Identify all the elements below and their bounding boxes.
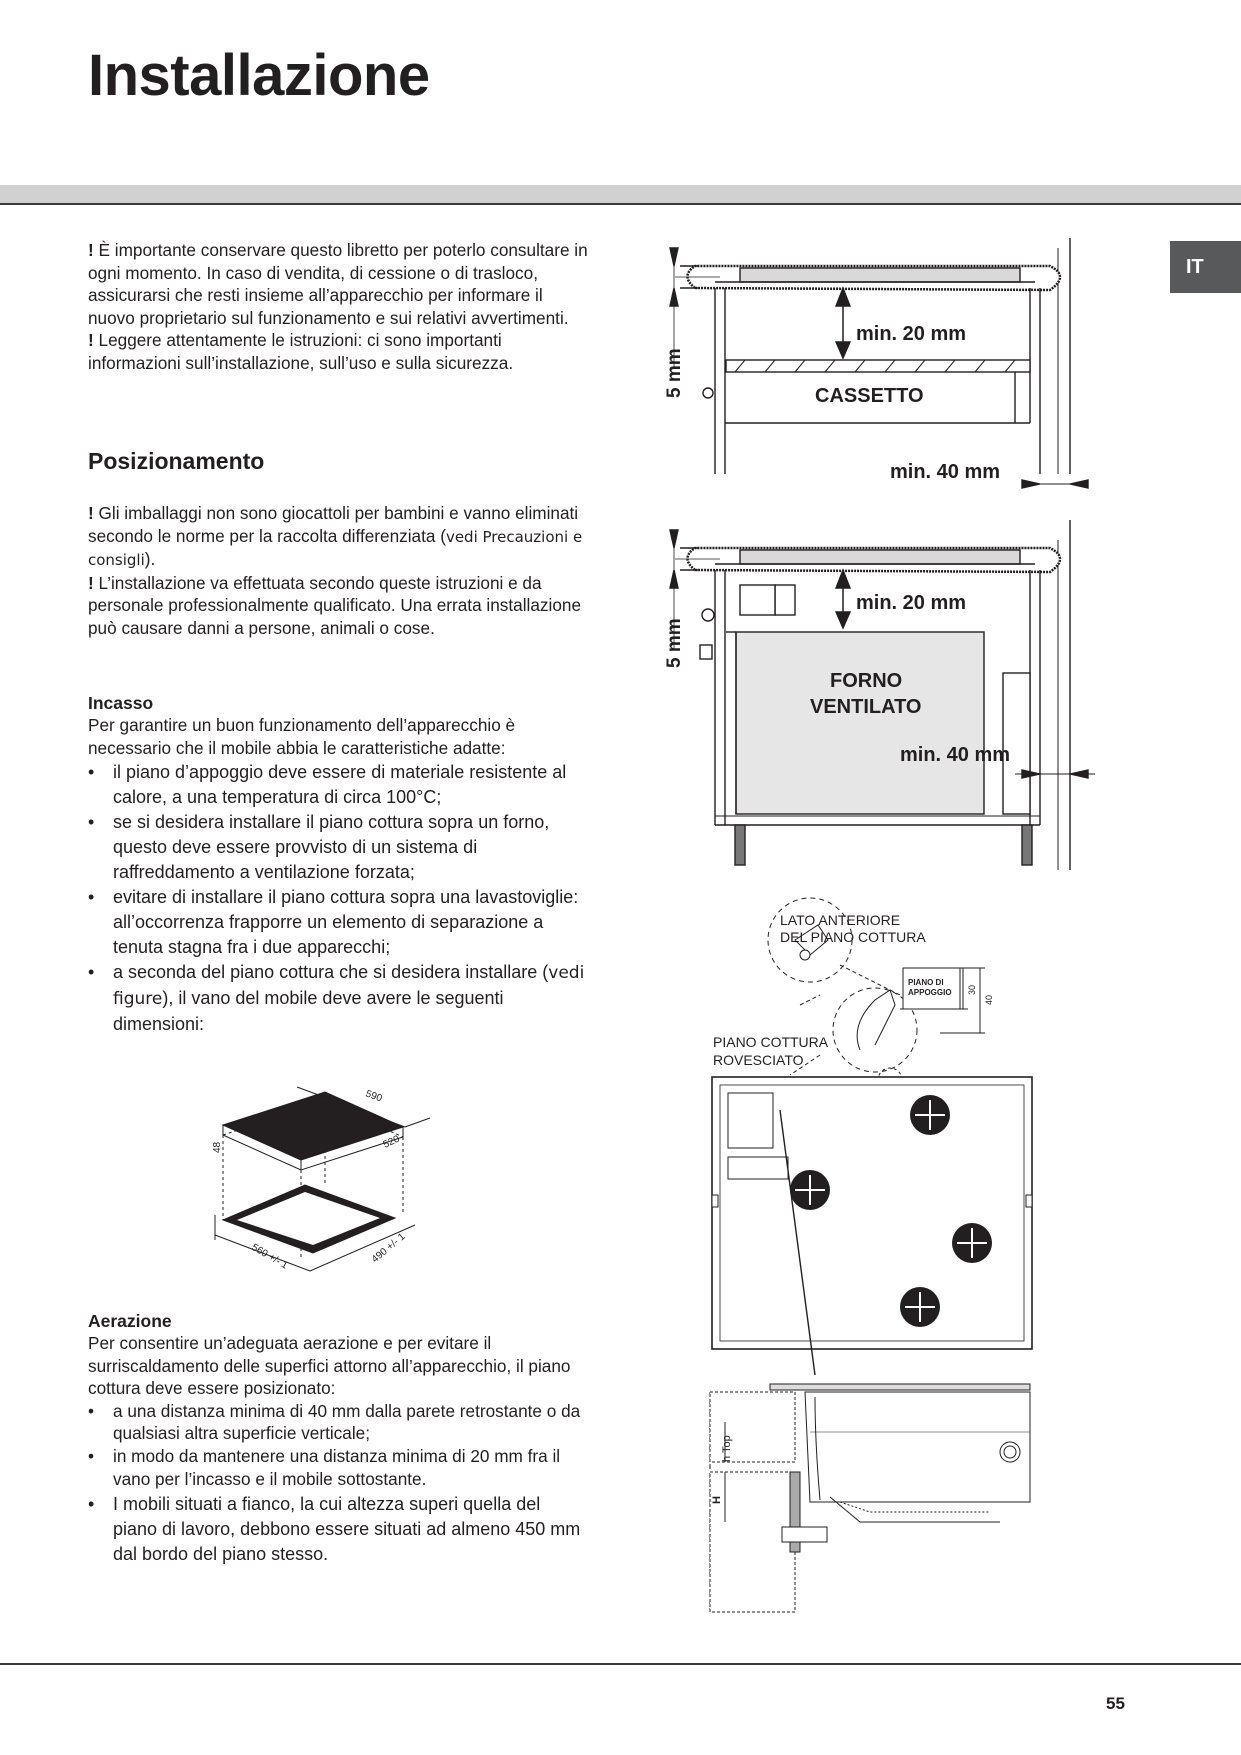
precautions-reference: vedi Precauzioni e consigli <box>88 527 583 570</box>
dim-cut-depth-label: 490 +/- 1 <box>369 1231 408 1266</box>
aerazione-list <box>88 1400 588 1490</box>
hob-underside-diagram <box>700 895 1070 1365</box>
h-label: H <box>711 1496 723 1504</box>
page-title: Installazione <box>88 43 430 108</box>
oven-label-line2: VENTILATO <box>810 696 922 718</box>
aerazione-list-2 <box>88 1492 588 1567</box>
intro-paragraph-2 <box>88 329 588 374</box>
footer-rule <box>0 1663 1241 1665</box>
incasso-list <box>88 760 588 1037</box>
drawer-top-gap-label: min. 20 mm <box>856 323 967 345</box>
oven-label-line1: FORNO <box>830 670 903 692</box>
oven-side-gap-label: 5 mm <box>664 618 685 668</box>
front-side-label-line2: DEL PIANO COTTURA <box>780 929 926 945</box>
drawer-label: CASSETTO <box>815 385 924 407</box>
warning-mark: ! <box>88 240 94 260</box>
drawer-side-gap-label: 5 mm <box>664 348 685 398</box>
list-item-text: a seconda del piano cottura che si desidera installare ( <box>113 962 549 983</box>
list-item: • il piano d’appoggio deve essere di materiale resistente al calore, a una temperatura di circa 100°C; <box>88 760 588 810</box>
bracket-dim-30: 30 <box>967 984 977 995</box>
list-item: • evitare di installare il piano cottura sopra una lavastoviglie: all’occorrenza frapporre un elemento di separazione a tenuta stagna fra i due apparecchi; <box>88 885 588 960</box>
worktop-section-diagram <box>700 1372 1040 1612</box>
subheading-aerazione: Aerazione <box>88 1311 172 1331</box>
intro-text-2: Leggere attentamente le istruzioni: ci sono importanti informazioni sull’installazione, sull’uso e sulla sicurezza. <box>88 330 514 373</box>
list-item: • in modo da mantenere una distanza minima di 20 mm fra il vano per l’incasso e il mobile sottostante. <box>88 1445 588 1490</box>
positioning-text-2: L’installazione va effettuata secondo queste istruzioni e da personale professionalmente qualificato. Una errata installazione può causare danni a persone, animali o cose. <box>88 572 581 638</box>
positioning-warning-1 <box>88 502 588 572</box>
oven-clearance-diagram <box>660 520 1100 875</box>
intro-text-1: È importante conservare questo libretto per poterlo consultare in ogni momento. In caso di vendita, di cessione o di trasloco, assicurarsi che resti insieme all’apparecchio per informare il nuovo proprietario sul funzionamento e sui relativi avvertimenti. <box>88 240 588 328</box>
aerazione-section <box>88 1310 588 1567</box>
figures-reference: vedi figure <box>113 963 585 1010</box>
drawer-clearance-diagram <box>660 238 1100 498</box>
aerazione-intro: Per consentire un’adeguata aerazione e per evitare il surriscaldamento delle superfici attorno all’apparecchio, il piano cottura deve essere posizionato: <box>88 1333 571 1399</box>
warning-mark: ! <box>88 572 94 593</box>
positioning-text-1: Gli imballaggi non sono giocattoli per bambini e vanno eliminati secondo le norme per la raccolta differenziata ( <box>88 503 579 546</box>
list-item-text-end: ), il vano del mobile deve avere le seguenti dimensioni: <box>113 988 504 1035</box>
oven-wall-gap-label: min. 40 mm <box>900 744 1011 766</box>
h-top-label: h Top <box>721 1435 733 1462</box>
dim-depth-label: 520 <box>381 1133 402 1151</box>
support-label-line1: PIANO DI <box>908 978 944 987</box>
warning-mark: ! <box>88 503 94 523</box>
inverted-hob-label-line2: ROVESCIATO <box>713 1052 804 1068</box>
warning-mark: ! <box>88 330 94 351</box>
incasso-section <box>88 692 588 1037</box>
positioning-text-1-end: ). <box>144 549 156 570</box>
dim-width-label: 590 <box>363 1088 384 1105</box>
intro-paragraph-1 <box>88 239 588 329</box>
oven-top-gap-label: min. 20 mm <box>856 592 967 614</box>
list-item <box>88 960 588 1037</box>
positioning-section <box>88 502 588 640</box>
list-item: • I mobili situati a fianco, la cui altezza superi quella del piano di lavoro, debbono essere situati ad almeno 450 mm dal bordo del piano stesso. <box>88 1492 588 1567</box>
support-label-line2: APPOGGIO <box>908 988 952 997</box>
bracket-dim-40: 40 <box>984 994 994 1005</box>
list-item: • se si desidera installare il piano cottura sopra un forno, questo deve essere provvisto di un sistema di raffreddamento a ventilazione forzata; <box>88 810 588 885</box>
list-item: • a una distanza minima di 40 mm dalla parete retrostante o da qualsiasi altra superficie verticale; <box>88 1400 588 1445</box>
page-number: 55 <box>1106 1694 1125 1713</box>
dim-height-label: 48 <box>212 1141 223 1153</box>
positioning-warning-2 <box>88 572 588 640</box>
subheading-incasso: Incasso <box>88 693 154 713</box>
language-tab[interactable]: IT <box>1170 241 1241 293</box>
dim-cut-width-label: 560 +/- 1 <box>249 1242 290 1272</box>
header-band <box>0 185 1241 203</box>
header-rule <box>0 203 1241 205</box>
drawer-wall-gap-label: min. 40 mm <box>890 461 1001 483</box>
intro-section <box>88 239 588 375</box>
front-side-label-line1: LATO ANTERIORE <box>780 912 901 928</box>
inverted-hob-label-line1: PIANO COTTURA <box>713 1034 829 1050</box>
incasso-intro: Per garantire un buon funzionamento dell’apparecchio è necessario che il mobile abbia le caratteristiche adatte: <box>88 715 516 758</box>
cutout-dimensions-figure <box>212 1075 455 1280</box>
section-heading-posizionamento: Posizionamento <box>88 448 265 474</box>
